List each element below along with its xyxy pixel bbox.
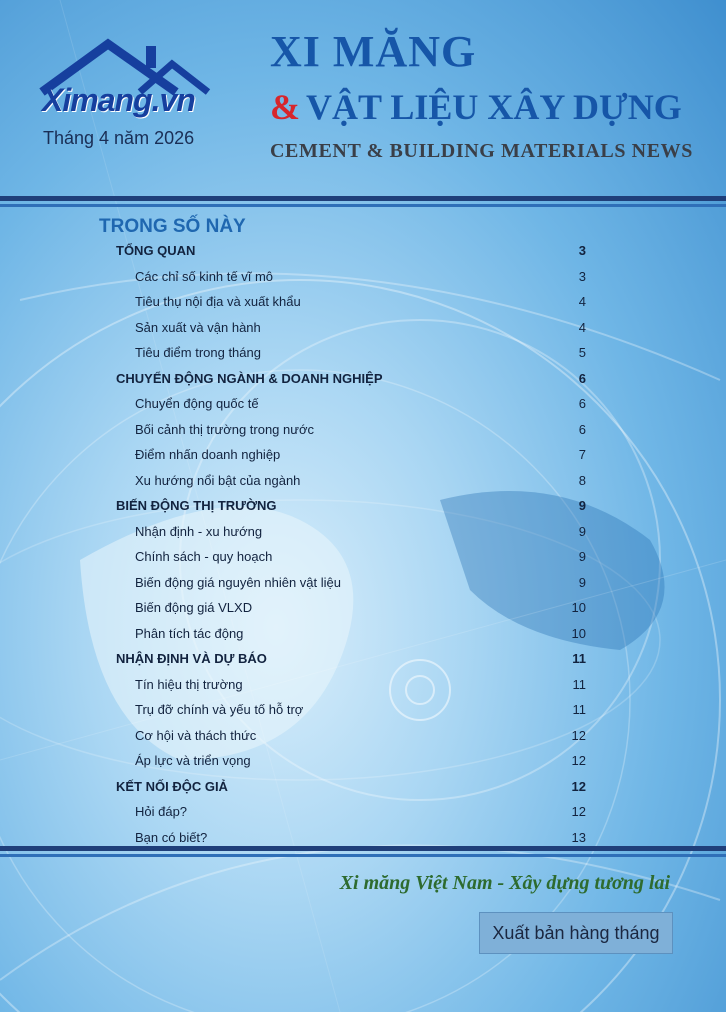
toc-section[interactable] xyxy=(116,368,586,394)
toc-entry[interactable] xyxy=(116,572,586,598)
bottom-divider-stripe xyxy=(0,854,726,857)
bottom-divider-band xyxy=(0,846,726,851)
monthly-publication-badge: Xuất bản hàng tháng xyxy=(479,912,673,954)
toc-entry[interactable] xyxy=(116,699,586,725)
toc-entry[interactable] xyxy=(116,317,586,343)
toc-entry[interactable] xyxy=(116,419,586,445)
toc-section[interactable] xyxy=(116,240,586,266)
toc-entry-label: Điểm nhấn doanh nghiệp xyxy=(135,447,281,462)
toc-page-number: 12 xyxy=(571,727,586,743)
toc-entry[interactable] xyxy=(116,393,586,419)
toc-entry-label: CHUYỂN ĐỘNG NGÀNH & DOANH NGHIỆP xyxy=(116,370,383,386)
toc-page-number: 9 xyxy=(578,549,586,564)
toc-entry-label: Áp lực và triển vọng xyxy=(135,753,251,768)
toc-entry-label: Bối cảnh thị trường trong nước xyxy=(135,421,314,437)
toc-entry-label: Biến động giá VLXD xyxy=(135,600,253,615)
toc-page-number: 9 xyxy=(578,574,586,590)
toc-page-number: 3 xyxy=(578,268,586,284)
toc-page-number: 10 xyxy=(571,600,586,615)
toc-entry-label: Chính sách - quy hoạch xyxy=(135,549,273,564)
toc-entry-label: Các chỉ số kinh tế vĩ mô xyxy=(135,268,273,284)
toc-page-number: 6 xyxy=(578,421,586,437)
title-ampersand: & xyxy=(270,87,300,127)
magazine-subtitle: VẬT LIỆU XÂY DỰNG xyxy=(306,87,682,127)
toc-entry[interactable] xyxy=(116,342,586,368)
toc-entry-label: Biến động giá nguyên nhiên vật liệu xyxy=(135,574,341,590)
magazine-title: XI MĂNG xyxy=(270,27,477,76)
toc-entry[interactable] xyxy=(116,750,586,776)
toc-entry-label: Bạn có biết? xyxy=(135,829,208,845)
toc-entry-label: KẾT NỐI ĐỘC GIẢ xyxy=(116,778,228,794)
toc-entry[interactable] xyxy=(116,623,586,649)
toc-entry-label: Tiêu thụ nội địa và xuất khẩu xyxy=(135,294,301,309)
toc-section[interactable] xyxy=(116,776,586,802)
toc-page-number: 11 xyxy=(572,651,586,666)
toc-entry-label: BIẾN ĐỘNG THỊ TRƯỜNG xyxy=(116,498,277,513)
toc-entry-label: Cơ hội và thách thức xyxy=(135,727,257,743)
toc-entry-label: Trụ đỡ chính và yếu tố hỗ trợ xyxy=(135,702,304,717)
toc-page-number: 12 xyxy=(571,778,586,794)
toc-entry-label: NHẬN ĐỊNH VÀ DỰ BÁO xyxy=(116,651,267,666)
toc-page-number: 11 xyxy=(572,676,586,692)
toc-section[interactable] xyxy=(116,495,586,521)
toc-page-number: 11 xyxy=(572,702,586,717)
toc-page-number: 6 xyxy=(578,370,586,386)
top-divider-stripe xyxy=(0,204,726,207)
table-of-contents xyxy=(116,240,586,852)
slogan: Xi măng Việt Nam - Xây dựng tương lai xyxy=(339,872,670,894)
toc-entry[interactable] xyxy=(116,546,586,572)
top-divider-band xyxy=(0,196,726,201)
toc-page-number: 5 xyxy=(578,345,586,360)
toc-entry-label: Tiêu điểm trong tháng xyxy=(135,345,261,360)
toc-entry[interactable] xyxy=(116,674,586,700)
toc-page-number: 12 xyxy=(571,804,586,819)
toc-entry-label: TỔNG QUAN xyxy=(116,243,196,258)
toc-page-number: 4 xyxy=(578,294,586,309)
toc-entry[interactable] xyxy=(116,597,586,623)
toc-page-number: 4 xyxy=(578,319,586,335)
toc-entry[interactable] xyxy=(116,801,586,827)
toc-entry-label: Xu hướng nổi bật của ngành xyxy=(135,472,301,488)
toc-entry-label: Nhận định - xu hướng xyxy=(135,523,263,539)
toc-page-number: 6 xyxy=(578,396,586,411)
toc-entry-label: Chuyển động quốc tế xyxy=(135,396,259,411)
toc-page-number: 7 xyxy=(578,447,586,462)
toc-entry-label: Phân tích tác động xyxy=(135,625,244,641)
logo-text: Ximang.vn xyxy=(42,82,195,118)
toc-entry-label: Hỏi đáp? xyxy=(135,804,188,819)
toc-page-number: 13 xyxy=(571,829,586,845)
toc-entry[interactable] xyxy=(116,444,586,470)
toc-heading: TRONG SỐ NÀY xyxy=(99,216,246,237)
toc-entry-label: Sản xuất và vận hành xyxy=(135,319,261,335)
toc-entry[interactable] xyxy=(116,291,586,317)
english-title: CEMENT & BUILDING MATERIALS NEWS xyxy=(270,140,693,162)
toc-entry[interactable] xyxy=(116,470,586,496)
toc-entry[interactable] xyxy=(116,725,586,751)
toc-entry[interactable] xyxy=(116,521,586,547)
toc-page-number: 3 xyxy=(578,243,586,258)
toc-page-number: 8 xyxy=(578,472,586,488)
toc-page-number: 9 xyxy=(578,523,586,539)
issue-date: Tháng 4 năm 2026 xyxy=(43,128,195,148)
toc-section[interactable] xyxy=(116,648,586,674)
toc-entry-label: Tín hiệu thị trường xyxy=(135,676,243,692)
toc-page-number: 12 xyxy=(571,753,586,768)
toc-page-number: 9 xyxy=(578,498,586,513)
toc-page-number: 10 xyxy=(571,625,586,641)
toc-entry[interactable] xyxy=(116,266,586,292)
